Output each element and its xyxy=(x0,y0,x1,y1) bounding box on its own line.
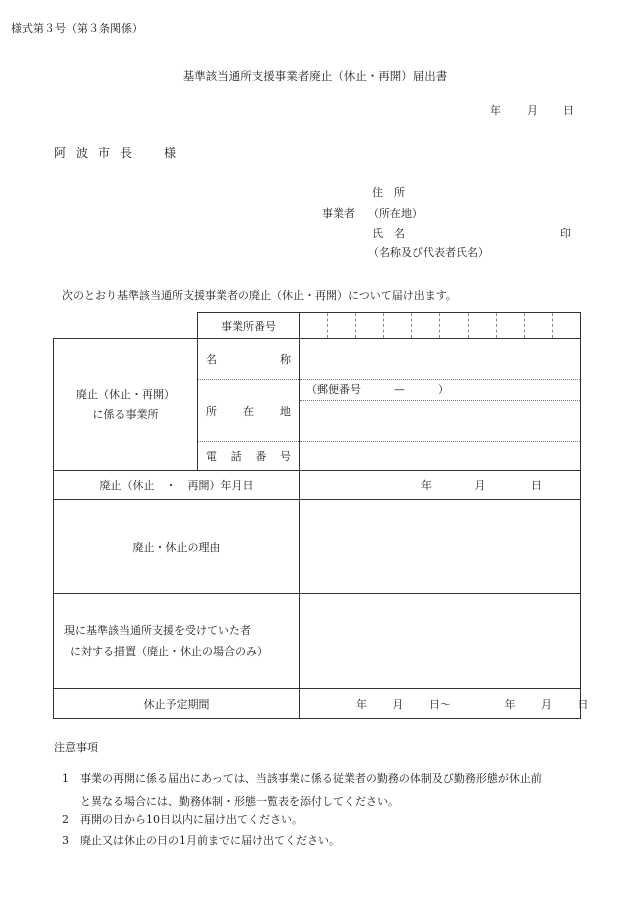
date-field[interactable] xyxy=(300,471,581,500)
date-year: 年 xyxy=(421,479,432,492)
date-month: 月 xyxy=(474,479,486,492)
period-end-year: 年 xyxy=(504,697,516,711)
reason-field[interactable] xyxy=(300,500,581,594)
applicant-label: 事業者 xyxy=(322,207,355,220)
period-field[interactable] xyxy=(300,689,589,719)
office-number-label: 事業所番号 xyxy=(198,313,300,339)
note-item: 2 再開の日から10日以内に届け出てください。 xyxy=(62,813,303,826)
phone-label: 電 話 番 号 xyxy=(198,442,300,471)
reason-label: 廃止・休止の理由 xyxy=(54,500,300,594)
facility-group-label: 廃止（休止・再開） に係る事業所 xyxy=(54,339,198,471)
period-start-month: 月 xyxy=(392,697,404,711)
phone-field[interactable] xyxy=(300,442,581,471)
submission-date-month: 月 xyxy=(527,104,538,117)
note-item: 3 廃止又は休止の日の1月前までに届け出てください。 xyxy=(62,834,340,847)
measures-field[interactable] xyxy=(300,594,581,689)
submission-date-day: 日 xyxy=(563,104,574,117)
period-end-month: 月 xyxy=(541,697,552,711)
name-label: 名 称 xyxy=(198,339,300,380)
intro-text: 次のとおり基準該当通所支援事業者の廃止（休止・再開）について届け出ます。 xyxy=(62,289,457,302)
addressee: 阿波市長 様 xyxy=(54,146,187,160)
measures-label: 現に基準該当通所支援を受けていた者 に対する措置（廃止・休止の場合のみ） xyxy=(54,594,300,689)
form-number: 様式第３号（第３条関係） xyxy=(11,22,143,35)
address-field[interactable] xyxy=(300,380,581,442)
form-title: 基準該当通所支援事業者廃止（休止・再開）届出書 xyxy=(182,69,448,83)
address-label: 所 在 地 xyxy=(198,380,300,442)
notes-heading: 注意事項 xyxy=(54,741,98,754)
applicant-name-label: 氏 名 xyxy=(372,227,405,240)
office-number-field[interactable] xyxy=(300,313,581,339)
applicant-address-label: 住 所 xyxy=(372,186,405,199)
period-end-day: 日 xyxy=(577,697,589,711)
name-field[interactable] xyxy=(300,339,581,380)
period-label: 休止予定期間 xyxy=(54,689,300,719)
date-day: 日 xyxy=(531,479,542,492)
period-start-day: 日〜 xyxy=(429,697,451,711)
seal-mark: 印 xyxy=(560,227,571,240)
period-start-year: 年 xyxy=(356,697,367,711)
note-item: 1 事業の再開に係る届出にあっては、当該事業に係る従業者の勤務の体制及び勤務形態が休止前 xyxy=(62,772,542,785)
note-item-continued: と異なる場合には、勤務体制・形態一覧表を添付してください。 xyxy=(80,795,399,808)
applicant-address-sub: （所在地） xyxy=(368,207,423,220)
date-row-label: 廃止（休止 ・ 再開）年月日 xyxy=(54,471,300,500)
applicant-name-sub: （名称及び代表者氏名） xyxy=(368,246,489,259)
notification-form-table xyxy=(53,312,589,719)
submission-date-year: 年 xyxy=(490,104,501,117)
postal-code-field[interactable]: （郵便番号 — ） xyxy=(300,380,580,401)
